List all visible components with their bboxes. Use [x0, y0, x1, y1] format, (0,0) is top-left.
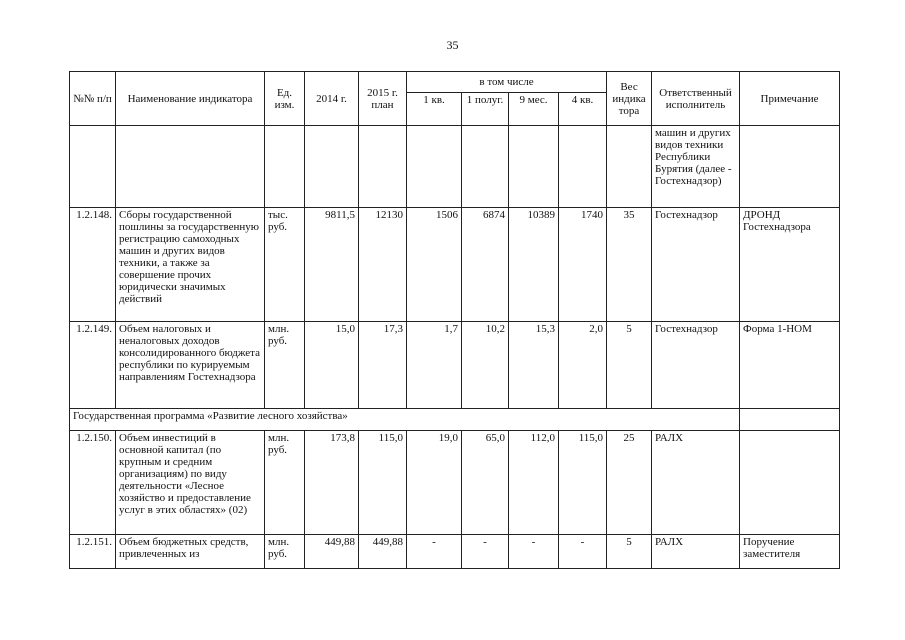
table-cell: 1.2.148. — [70, 208, 116, 322]
table-cell: 17,3 — [359, 322, 407, 409]
page-number: 35 — [446, 38, 459, 52]
table-cell: тыс. руб. — [265, 208, 305, 322]
table-cell: 19,0 — [407, 431, 462, 535]
table-cell: 115,0 — [359, 431, 407, 535]
table-cell: 1,7 — [407, 322, 462, 409]
header-name: Наименование индикатора — [116, 72, 265, 126]
table-cell: 10389 — [509, 208, 559, 322]
header-responsible: Ответственный исполнитель — [652, 72, 740, 126]
table-cell: Форма 1-НОМ — [740, 322, 840, 409]
table-cell: - — [509, 535, 559, 569]
table-cell: 65,0 — [462, 431, 509, 535]
table-cell: 6874 — [462, 208, 509, 322]
table-cell: - — [462, 535, 509, 569]
table-cell: 173,8 — [305, 431, 359, 535]
header-row — [70, 72, 840, 93]
table-cell: 9811,5 — [305, 208, 359, 322]
section-row — [70, 409, 840, 431]
table-cell: 25 — [607, 431, 652, 535]
table-cell: 35 — [607, 208, 652, 322]
table-row — [70, 322, 840, 409]
table-cell: Объем налоговых и неналоговых доходов консолидированного бюджета республики по курируемым направлениям Гостехнадзора — [116, 322, 265, 409]
header-q1: 1 кв. — [407, 93, 462, 126]
table-cell: 10,2 — [462, 322, 509, 409]
table-cell: Гостехнадзор — [652, 208, 740, 322]
table-cell — [740, 431, 840, 535]
table-cell: 15,0 — [305, 322, 359, 409]
table-cell: млн. руб. — [265, 431, 305, 535]
header-2014: 2014 г. — [305, 72, 359, 126]
table-cell: млн. руб. — [265, 535, 305, 569]
table-cell: 12130 — [359, 208, 407, 322]
table-cell: 1.2.150. — [70, 431, 116, 535]
table-cell: 1740 — [559, 208, 607, 322]
table-cell: Поручение заместителя — [740, 535, 840, 569]
table-cell: РАЛХ — [652, 535, 740, 569]
table-cell: ДРОНД Гостехнадзора — [740, 208, 840, 322]
table-cell: 15,3 — [509, 322, 559, 409]
table-cell: Объем бюджетных средств, привлеченных из — [116, 535, 265, 569]
header-h1: 1 полуг. — [462, 93, 509, 126]
header-weight: Вес индика тора — [607, 72, 652, 126]
continuation-responsible: машин и других видов техники Республики Бурятия (далее - Гостехнадзор) — [652, 126, 740, 208]
table-cell: 112,0 — [509, 431, 559, 535]
table-cell: 1.2.151. — [70, 535, 116, 569]
header-unit: Ед. изм. — [265, 72, 305, 126]
header-2015: 2015 г. план — [359, 72, 407, 126]
table-cell: млн. руб. — [265, 322, 305, 409]
table-cell: Объем инвестиций в основной капитал (по крупным и средним организациям) по виду деятельности «Лесное хозяйство и предоставление услуг в этих областях» (02) — [116, 431, 265, 535]
table-cell: 449,88 — [359, 535, 407, 569]
continuation-row — [70, 126, 840, 208]
table-cell: 115,0 — [559, 431, 607, 535]
header-num: №№ п/п — [70, 72, 116, 126]
table-cell: 449,88 — [305, 535, 359, 569]
table-cell: РАЛХ — [652, 431, 740, 535]
table-cell: 2,0 — [559, 322, 607, 409]
table-row — [70, 208, 840, 322]
table-cell: Сборы государственной пошлины за государственную регистрацию самоходных машин и других видов техники, а также за совершение прочих юридически значимых действий — [116, 208, 265, 322]
section-title: Государственная программа «Развитие лесного хозяйства» — [70, 409, 740, 431]
table-cell: 1506 — [407, 208, 462, 322]
table-cell: 5 — [607, 322, 652, 409]
header-9m: 9 мес. — [509, 93, 559, 126]
header-q4: 4 кв. — [559, 93, 607, 126]
table-cell: 1.2.149. — [70, 322, 116, 409]
table-cell: 5 — [607, 535, 652, 569]
table-row — [70, 431, 840, 535]
indicators-table — [69, 71, 840, 569]
table-cell: - — [559, 535, 607, 569]
table-cell: - — [407, 535, 462, 569]
header-note: Примечание — [740, 72, 840, 126]
table-cell: Гостехнадзор — [652, 322, 740, 409]
table-row — [70, 535, 840, 569]
header-including: в том числе — [407, 72, 607, 93]
